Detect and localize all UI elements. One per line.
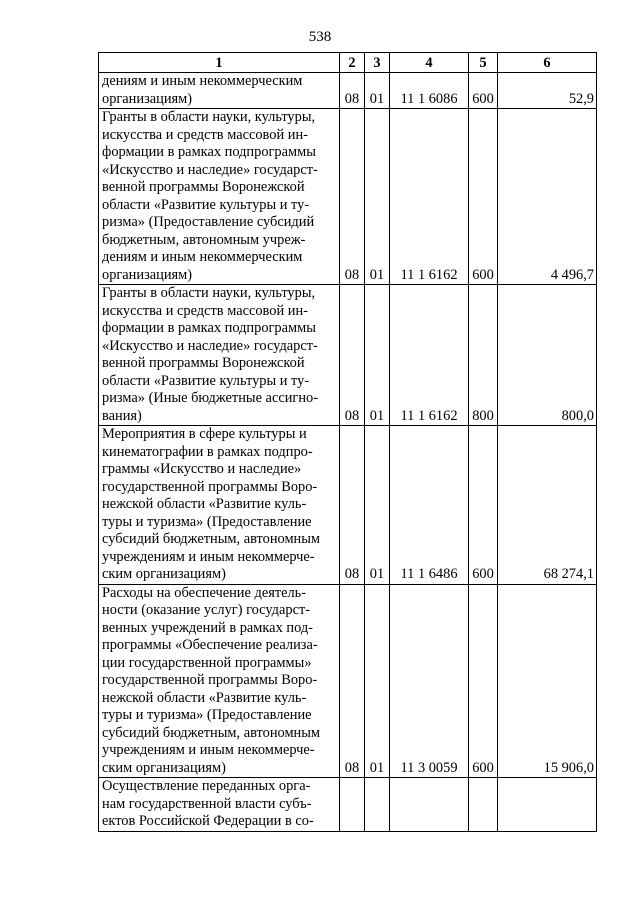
description-line: искусства и средств массовой ин- bbox=[102, 302, 308, 319]
row-expense-type: 600 bbox=[469, 426, 498, 585]
row-expense-type bbox=[469, 778, 498, 832]
row-subsection bbox=[365, 778, 390, 832]
row-section bbox=[340, 778, 365, 832]
description-line: ризма» (Предоставление субсидий bbox=[102, 214, 315, 230]
row-target-article: 11 1 6162 bbox=[390, 285, 469, 426]
row-target-article: 11 1 6486 bbox=[390, 426, 469, 585]
description-line: «Искусство и наследие» государст- bbox=[102, 337, 318, 354]
description-line: венной программы Воронежской bbox=[102, 179, 305, 195]
table-row bbox=[99, 73, 597, 109]
description-line: государственной программы Воро- bbox=[102, 478, 318, 495]
row-expense-type: 800 bbox=[469, 285, 498, 426]
description-line: нежской области «Развитие куль- bbox=[102, 689, 307, 706]
row-section: 08 bbox=[340, 584, 365, 778]
description-line: организациям) bbox=[102, 90, 193, 107]
table-row bbox=[99, 584, 597, 778]
row-description bbox=[99, 285, 340, 426]
row-amount: 800,0 bbox=[498, 285, 597, 426]
row-target-article: 11 3 0059 bbox=[390, 584, 469, 778]
table-row bbox=[99, 109, 597, 285]
description-line: учреждениям и иным некоммерче- bbox=[102, 742, 315, 758]
row-amount bbox=[498, 778, 597, 832]
description-line: ности (оказание услуг) государст- bbox=[102, 602, 311, 618]
description-line: области «Развитие культуры и ту- bbox=[102, 372, 310, 389]
description-line: Расходы на обеспечение деятель- bbox=[102, 584, 307, 601]
row-section: 08 bbox=[340, 285, 365, 426]
budget-table bbox=[98, 52, 597, 832]
description-line: ским организациям) bbox=[102, 759, 226, 776]
description-line: туры и туризма» (Предоставление bbox=[102, 513, 312, 530]
description-line: ризма» (Иные бюджетные ассигно- bbox=[102, 390, 319, 406]
row-description bbox=[99, 426, 340, 585]
description-line: дениям и иным некоммерческим bbox=[102, 73, 303, 89]
description-line: формации в рамках подпрограммы bbox=[102, 320, 316, 336]
description-line: Гранты в области науки, культуры, bbox=[102, 109, 316, 125]
row-description bbox=[99, 73, 340, 109]
row-subsection: 01 bbox=[365, 73, 390, 109]
row-amount: 52,9 bbox=[498, 73, 597, 109]
description-line: учреждениям и иным некоммерче- bbox=[102, 548, 315, 565]
description-line: венной программы Воронежской bbox=[102, 355, 305, 371]
row-section: 08 bbox=[340, 109, 365, 285]
description-line: ектов Российской Федерации в со- bbox=[102, 813, 314, 829]
table-row bbox=[99, 285, 597, 426]
description-line: субсидий бюджетным, автономным bbox=[102, 531, 321, 547]
row-section: 08 bbox=[340, 73, 365, 109]
description-line: туры и туризма» (Предоставление bbox=[102, 707, 312, 723]
description-line: вания) bbox=[102, 407, 142, 424]
row-description bbox=[99, 109, 340, 285]
description-line: граммы «Искусство и наследие» bbox=[102, 461, 302, 477]
row-expense-type: 600 bbox=[469, 73, 498, 109]
row-target-article bbox=[390, 778, 469, 832]
description-line: ции государственной программы» bbox=[102, 654, 312, 671]
description-line: венных учреждений в рамках под- bbox=[102, 619, 313, 636]
description-line: Мероприятия в сфере культуры и bbox=[102, 426, 307, 442]
row-target-article: 11 1 6086 bbox=[390, 73, 469, 109]
table-header bbox=[99, 53, 597, 73]
description-line: субсидий бюджетным, автономным bbox=[102, 724, 321, 741]
description-line: кинематографии в рамках подпро- bbox=[102, 443, 313, 460]
row-description bbox=[99, 778, 340, 832]
table-row bbox=[99, 426, 597, 585]
table-row bbox=[99, 778, 597, 832]
row-amount: 68 274,1 bbox=[498, 426, 597, 585]
row-expense-type: 600 bbox=[469, 109, 498, 285]
description-line: организациям) bbox=[102, 266, 193, 283]
row-expense-type: 600 bbox=[469, 584, 498, 778]
row-subsection: 01 bbox=[365, 109, 390, 285]
column-header-1: 1 bbox=[99, 53, 340, 73]
row-description bbox=[99, 584, 340, 778]
description-line: области «Развитие культуры и ту- bbox=[102, 196, 310, 213]
description-line: государственной программы Воро- bbox=[102, 672, 318, 688]
row-amount: 4 496,7 bbox=[498, 109, 597, 285]
description-line: искусства и средств массовой ин- bbox=[102, 126, 308, 143]
description-line: программы «Обеспечение реализа- bbox=[102, 637, 318, 653]
row-section: 08 bbox=[340, 426, 365, 585]
description-line: нам государственной власти субъ- bbox=[102, 795, 312, 812]
row-target-article: 11 1 6162 bbox=[390, 109, 469, 285]
description-line: ским организациям) bbox=[102, 566, 226, 582]
description-line: нежской области «Развитие куль- bbox=[102, 496, 307, 512]
header-row bbox=[99, 53, 597, 73]
description-line: формации в рамках подпрограммы bbox=[102, 144, 316, 160]
row-subsection: 01 bbox=[365, 584, 390, 778]
column-header-5: 5 bbox=[469, 53, 498, 73]
row-amount: 15 906,0 bbox=[498, 584, 597, 778]
row-subsection: 01 bbox=[365, 426, 390, 585]
description-line: Гранты в области науки, культуры, bbox=[102, 285, 316, 301]
description-line: Осуществление переданных орга- bbox=[102, 778, 311, 794]
column-header-3: 3 bbox=[365, 53, 390, 73]
column-header-4: 4 bbox=[390, 53, 469, 73]
description-line: «Искусство и наследие» государст- bbox=[102, 161, 318, 178]
row-subsection: 01 bbox=[365, 285, 390, 426]
column-header-2: 2 bbox=[340, 53, 365, 73]
table-body bbox=[99, 73, 597, 832]
description-line: дениям и иным некоммерческим bbox=[102, 249, 303, 265]
description-line: бюджетным, автономным учреж- bbox=[102, 231, 306, 248]
page-number: 538 bbox=[308, 29, 332, 45]
column-header-6: 6 bbox=[498, 53, 597, 73]
